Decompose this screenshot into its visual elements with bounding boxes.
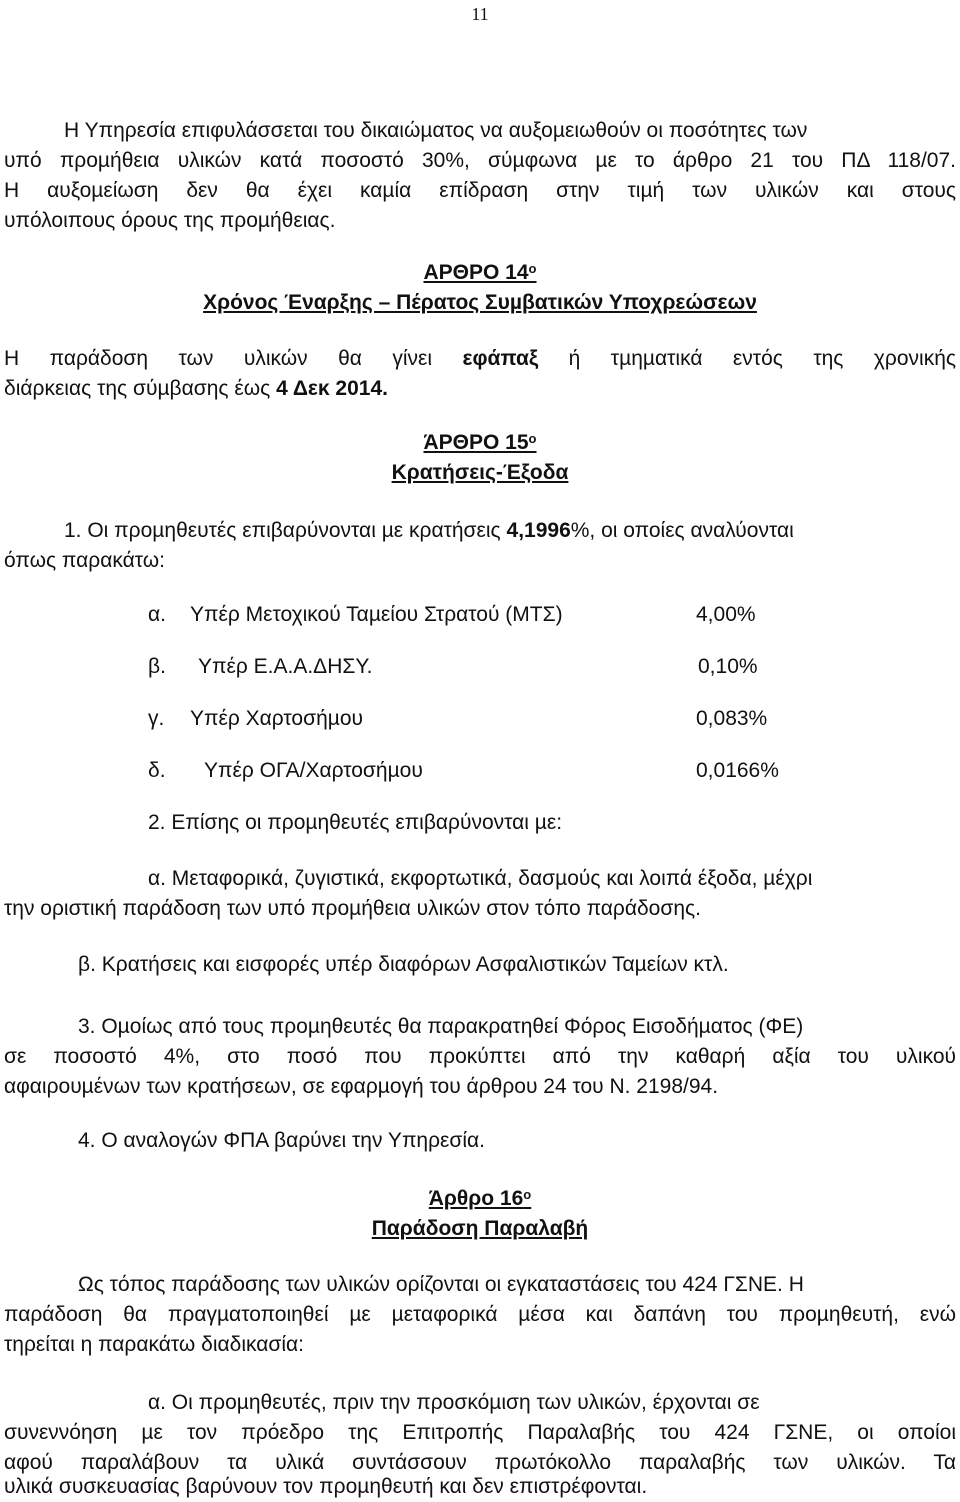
article-15-para-1-cont: όπως παρακάτω: bbox=[4, 549, 165, 572]
article-14-para-line-1: Η παράδοση των υλικών θα γίνει εφάπαξ ή τµηµατικά εντός της χρονικής bbox=[4, 347, 957, 370]
article-15-title: Κρατήσεις-Έξοδα bbox=[391, 461, 569, 484]
deduction-letter: δ. bbox=[148, 759, 166, 782]
article-15-para-1: 1. Οι προµηθευτές επιβαρύνονται µε κρατήσεις 4,1996%, οι οποίες αναλύονται bbox=[64, 519, 794, 542]
article-15-para-3-line-2: σε ποσοστό 4%, στο ποσό που προκύπτει από την καθαρή αξία του υλικού bbox=[4, 1045, 956, 1068]
deduction-label: Υπέρ Ε.Α.Α.ΔΗΣΥ. bbox=[198, 655, 373, 678]
article-15-para-2: 2. Επίσης οι προµηθευτές επιβαρύνονται µε: bbox=[148, 811, 563, 834]
intro-line-4: υπόλοιπους όρους της προµήθειας. bbox=[4, 209, 336, 232]
page-number: 11 bbox=[471, 4, 489, 24]
deduction-value: 0,083% bbox=[696, 707, 768, 730]
article-16-para-line-2: παράδοση θα πραγµατοποιηθεί µε µεταφορικά µέσα και δαπάνη του προµηθευτή, ενώ bbox=[4, 1303, 956, 1326]
deduction-letter: γ. bbox=[148, 707, 165, 730]
deduction-letter: α. bbox=[148, 603, 166, 626]
intro-line-3: Η αυξοµείωση δεν θα έχει καµία επίδραση στην τιµή των υλικών και στους bbox=[4, 179, 956, 202]
article-16-heading: Άρθρο $16^o$ bbox=[428, 1187, 532, 1210]
article-15-heading: ΆΡΘΡΟ $15^o$ bbox=[423, 431, 537, 454]
article-16-para-line-3: τηρείται η παρακάτω διαδικασία: bbox=[4, 1333, 304, 1356]
article-15-para-3-line-1: 3. Οµοίως από τους προµηθευτές θα παρακρατηθεί Φόρος Εισοδήµατος (ΦΕ) bbox=[78, 1015, 804, 1038]
deduction-value: 0,10% bbox=[698, 655, 758, 678]
article-16-item-a-line-3: αφού παραλάβουν τα υλικά συντάσσουν πρωτόκολλο παραλαβής των υλικών. Τα bbox=[4, 1451, 956, 1474]
deduction-value: 0,0166% bbox=[696, 759, 779, 782]
article-15-para-2a-line-2: την οριστική παράδοση των υπό προµήθεια υλικών στον τόπο παράδοσης. bbox=[4, 897, 701, 920]
article-14-title: Χρόνος Έναρξης – Πέρατος Συµβατικών Υποχρεώσεων bbox=[203, 291, 757, 314]
deduction-label: Υπέρ Χαρτοσήµου bbox=[190, 707, 364, 730]
deduction-label: Υπέρ ΟΓΑ/Χαρτοσήµου bbox=[204, 759, 423, 782]
article-15-para-4: 4. Ο αναλογών ΦΠΑ βαρύνει την Υπηρεσία. bbox=[78, 1129, 486, 1152]
deduction-letter: β. bbox=[148, 655, 166, 678]
article-16-item-a-line-1: α. Οι προµηθευτές, πριν την προσκόµιση των υλικών, έρχονται σε bbox=[148, 1391, 760, 1414]
deduction-value: 4,00% bbox=[696, 603, 756, 626]
article-14-para-line-2: διάρκειας της σύµβασης έως 4 Δεκ 2014. bbox=[4, 377, 388, 400]
article-15-para-2a-line-1: α. Μεταφορικά, ζυγιστικά, εκφορτωτικά, δασµούς και λοιπά έξοδα, µέχρι bbox=[148, 867, 813, 890]
article-16-title: Παράδοση Παραλαβή bbox=[371, 1217, 589, 1240]
article-16-item-a-line-4: υλικά συσκευασίας βαρύνουν τον προµηθευτή και δεν επιστρέφονται. bbox=[4, 1475, 648, 1498]
article-15-para-2b: β. Κρατήσεις και εισφορές υπέρ διαφόρων Ασφαλιστικών Ταµείων κτλ. bbox=[78, 953, 729, 976]
intro-line-1: Η Υπηρεσία επιφυλάσσεται του δικαιώµατος να αυξοµειωθούν οι ποσότητες των bbox=[64, 119, 808, 142]
article-16-para-line-1: Ως τόπος παράδοσης των υλικών ορίζονται οι εγκαταστάσεις του 424 ΓΣΝΕ. Η bbox=[78, 1273, 804, 1296]
intro-line-2: υπό προµήθεια υλικών κατά ποσοστό 30%, σύµφωνα µε το άρθρο 21 του ΠΔ 118/07. bbox=[4, 149, 956, 172]
deduction-label: Υπέρ Μετοχικού Ταµείου Στρατού (ΜΤΣ) bbox=[190, 603, 563, 626]
article-15-para-3-line-3: αφαιρουµένων των κρατήσεων, σε εφαρµογή του άρθρου 24 του Ν. 2198/94. bbox=[4, 1075, 719, 1098]
article-16-item-a-line-2: συνεννόηση µε τον πρόεδρο της Επιτροπής Παραλαβής του 424 ΓΣΝΕ, οι οποίοι bbox=[4, 1421, 956, 1444]
article-14-heading: ΑΡΘΡΟ $14^o$ bbox=[423, 261, 537, 284]
